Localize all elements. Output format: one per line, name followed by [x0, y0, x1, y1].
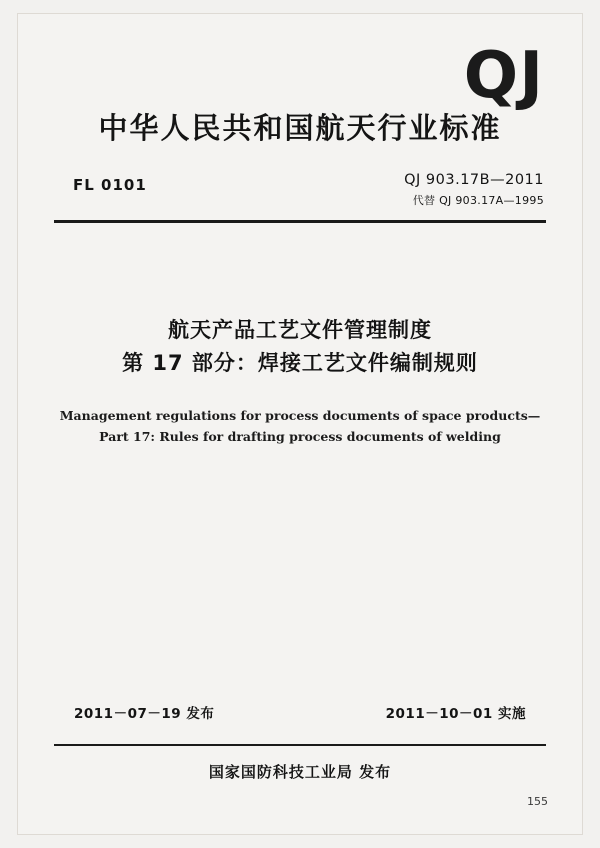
qj-logo: QJ: [463, 39, 544, 113]
page-number: 155: [527, 795, 548, 808]
replaced-standard-number: 代替 QJ 903.17A—1995: [412, 194, 544, 207]
issue-date: 2011－07－19 发布: [74, 706, 215, 722]
document-title-cn-line1: 航天产品工艺文件管理制度: [168, 318, 432, 342]
fl-classification-number: FL 0101: [73, 176, 147, 194]
document-title-en: [18, 405, 582, 448]
document-title-cn-line2: 第 17 部分：焊接工艺文件编制规则: [122, 350, 478, 375]
standard-number-block: [404, 172, 544, 208]
issuer-line: 国家国防科技工业局 发布: [208, 763, 392, 781]
horizontal-rule-top: [54, 220, 546, 223]
horizontal-rule-bottom: [54, 744, 546, 746]
title-block: [18, 314, 582, 448]
issuing-organization-title: 中华人民共和国航天行业标准: [98, 111, 502, 145]
effective-date: 2011－10－01 实施: [385, 706, 526, 722]
document-title-en-line2: Part 17: Rules for drafting process documents of welding: [99, 429, 501, 445]
document-title-en-line1: Management regulations for process documents of space products—: [59, 408, 541, 424]
cover-sheet: [18, 14, 582, 834]
dates-row: [74, 702, 526, 722]
standard-number: QJ 903.17B—2011: [404, 172, 544, 188]
